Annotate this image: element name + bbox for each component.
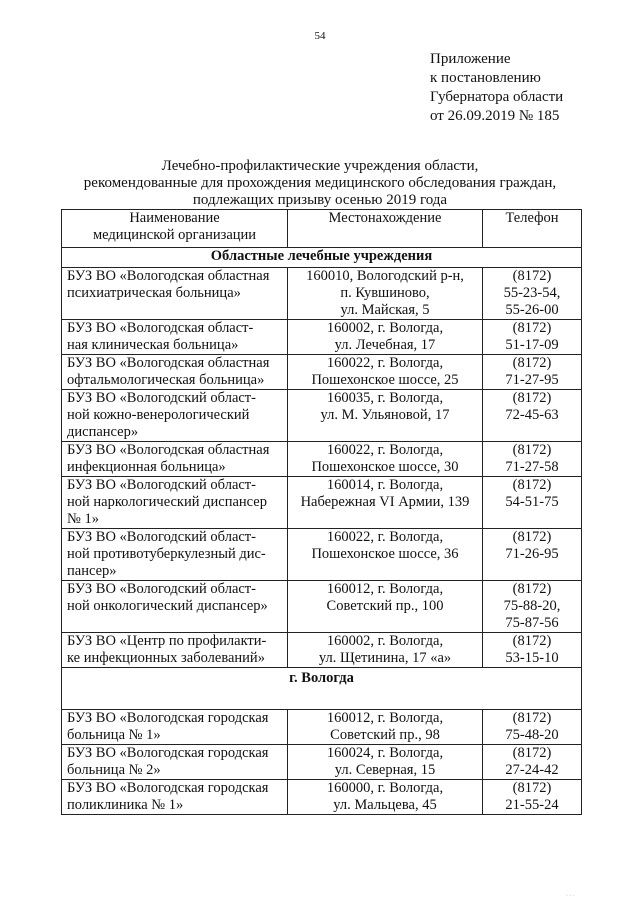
header-name xyxy=(62,210,288,248)
cell-line: больница № 1» xyxy=(67,727,161,743)
cell-line: 53-15-10 xyxy=(505,650,559,666)
phone-cell xyxy=(483,745,582,780)
cell-line: 160035, г. Вологда, xyxy=(326,390,444,406)
cell-line: ке инфекционных заболеваний» xyxy=(67,650,265,666)
cell-line: № 1» xyxy=(67,511,99,527)
cell-line: 55-26-00 xyxy=(505,302,559,318)
cell-line: ной онкологический диспансер» xyxy=(67,598,268,614)
cell-line: Советский пр., 98 xyxy=(330,727,440,743)
org-name-cell xyxy=(62,710,288,745)
phone-cell xyxy=(483,633,582,668)
org-name-cell xyxy=(62,477,288,529)
page-number: 54 xyxy=(314,30,326,42)
cell-line: 27-24-42 xyxy=(505,762,559,778)
section-row xyxy=(62,248,582,268)
appendix-line: Губернатора области xyxy=(430,89,564,105)
cell-line: 75-87-56 xyxy=(505,615,559,631)
table-header-row xyxy=(62,210,582,248)
cell-line: 55-23-54, xyxy=(503,285,561,301)
appendix-line: от 26.09.2019 № 185 xyxy=(430,108,560,124)
section-title: Областные лечебные учреждения xyxy=(62,248,582,268)
header-phone: Телефон xyxy=(483,210,582,248)
table-row xyxy=(62,442,582,477)
cell-line: Советский пр., 100 xyxy=(326,598,444,614)
title-line: подлежащих призыву осенью 2019 года xyxy=(192,192,448,208)
table-row xyxy=(62,529,582,581)
table-row xyxy=(62,780,582,815)
cell-line: 51-17-09 xyxy=(505,337,559,353)
cell-line: поликлиника № 1» xyxy=(67,797,184,813)
cell-line: 160022, г. Вологда, xyxy=(326,529,444,545)
cell-line: 160022, г. Вологда, xyxy=(326,355,444,371)
phone-cell xyxy=(483,390,582,442)
cell-line: 160022, г. Вологда, xyxy=(326,442,444,458)
appendix-line: к постановлению xyxy=(430,70,541,86)
address-cell xyxy=(288,581,483,633)
phone-cell xyxy=(483,581,582,633)
address-cell xyxy=(288,477,483,529)
address-cell xyxy=(288,442,483,477)
cell-line: БУЗ ВО «Вологодский област- xyxy=(67,390,256,406)
phone-cell xyxy=(483,268,582,320)
cell-line: БУЗ ВО «Вологодский област- xyxy=(67,581,256,597)
appendix-line: Приложение xyxy=(430,51,511,67)
cell-line: (8172) xyxy=(512,320,552,336)
header-address: Местонахождение xyxy=(288,210,483,248)
cell-line: ной противотуберкулезный дис- xyxy=(67,546,266,562)
cell-line: 21-55-24 xyxy=(505,797,559,813)
cell-line: ной наркологический диспансер xyxy=(67,494,267,510)
address-cell xyxy=(288,268,483,320)
title-line: рекомендованные для прохождения медицинского обследования граждан, xyxy=(83,175,557,191)
cell-line: инфекционная больница» xyxy=(67,459,226,475)
org-name-cell xyxy=(62,320,288,355)
cell-line: (8172) xyxy=(512,390,552,406)
cell-line: 160002, г. Вологда, xyxy=(326,633,444,649)
address-cell xyxy=(288,710,483,745)
organizations-table xyxy=(61,209,582,815)
cell-line: 160000, г. Вологда, xyxy=(326,780,444,796)
cell-line: 160014, г. Вологда, xyxy=(326,477,444,493)
cell-line: Пошехонское шоссе, 30 xyxy=(311,459,459,475)
table-row xyxy=(62,633,582,668)
corner-mark: · · · xyxy=(566,893,575,899)
org-name-cell xyxy=(62,390,288,442)
cell-line: БУЗ ВО «Вологодская областная xyxy=(67,268,270,284)
org-name-cell xyxy=(62,355,288,390)
cell-line: 71-26-95 xyxy=(505,546,559,562)
cell-line: Пошехонское шоссе, 25 xyxy=(311,372,459,388)
appendix-block xyxy=(430,50,563,126)
cell-line: ул. Мальцева, 45 xyxy=(333,797,437,813)
cell-line: 75-88-20, xyxy=(503,598,561,614)
table-row xyxy=(62,477,582,529)
cell-line: БУЗ ВО «Вологодский област- xyxy=(67,529,256,545)
cell-line: психиатрическая больница» xyxy=(67,285,241,301)
cell-line: (8172) xyxy=(512,745,552,761)
table-row xyxy=(62,355,582,390)
phone-cell xyxy=(483,780,582,815)
org-name-cell xyxy=(62,268,288,320)
cell-line: БУЗ ВО «Центр по профилакти- xyxy=(67,633,267,649)
cell-line: ул. М. Ульяновой, 17 xyxy=(320,407,450,423)
cell-line: БУЗ ВО «Вологодский област- xyxy=(67,477,256,493)
phone-cell xyxy=(483,477,582,529)
phone-cell xyxy=(483,320,582,355)
header-name-line: Наименование xyxy=(129,210,220,226)
table-row xyxy=(62,581,582,633)
cell-line: ул. Северная, 15 xyxy=(334,762,436,778)
cell-line: Набережная VI Армии, 139 xyxy=(300,494,470,510)
cell-line: БУЗ ВО «Вологодская городская xyxy=(67,745,269,761)
table-row xyxy=(62,390,582,442)
cell-line: пансер» xyxy=(67,563,117,579)
table-row xyxy=(62,268,582,320)
cell-line: 71-27-95 xyxy=(505,372,559,388)
address-cell xyxy=(288,390,483,442)
cell-line: ул. Майская, 5 xyxy=(340,302,430,318)
cell-line: п. Кувшиново, xyxy=(340,285,430,301)
header-name-line: медицинской организации xyxy=(92,227,257,243)
org-name-cell xyxy=(62,581,288,633)
cell-line: (8172) xyxy=(512,633,552,649)
org-name-cell xyxy=(62,745,288,780)
cell-line: 160010, Вологодский р-н, xyxy=(306,268,464,284)
cell-line: БУЗ ВО «Вологодская областная xyxy=(67,442,270,458)
document-title xyxy=(60,158,580,209)
org-name-cell xyxy=(62,442,288,477)
cell-line: офтальмологическая больница» xyxy=(67,372,265,388)
cell-line: 160012, г. Вологда, xyxy=(326,710,444,726)
table-row xyxy=(62,745,582,780)
section-row xyxy=(62,668,582,710)
cell-line: 71-27-58 xyxy=(505,459,559,475)
phone-cell xyxy=(483,355,582,390)
section-title: г. Вологда xyxy=(62,668,582,710)
cell-line: 54-51-75 xyxy=(505,494,559,510)
cell-line: (8172) xyxy=(512,477,552,493)
cell-line: БУЗ ВО «Вологодская област- xyxy=(67,320,254,336)
cell-line: Пошехонское шоссе, 36 xyxy=(311,546,459,562)
title-line: Лечебно-профилактические учреждения области, xyxy=(161,158,479,174)
cell-line: ул. Лечебная, 17 xyxy=(334,337,436,353)
address-cell xyxy=(288,529,483,581)
table-row xyxy=(62,320,582,355)
address-cell xyxy=(288,633,483,668)
cell-line: (8172) xyxy=(512,355,552,371)
cell-line: (8172) xyxy=(512,268,552,284)
cell-line: диспансер» xyxy=(67,424,139,440)
cell-line: 160002, г. Вологда, xyxy=(326,320,444,336)
cell-line: (8172) xyxy=(512,581,552,597)
table-body xyxy=(62,248,582,815)
phone-cell xyxy=(483,529,582,581)
cell-line: (8172) xyxy=(512,710,552,726)
cell-line: больница № 2» xyxy=(67,762,161,778)
phone-cell xyxy=(483,710,582,745)
cell-line: БУЗ ВО «Вологодская городская xyxy=(67,780,269,796)
cell-line: ул. Щетинина, 17 «а» xyxy=(318,650,452,666)
phone-cell xyxy=(483,442,582,477)
cell-line: 160024, г. Вологда, xyxy=(326,745,444,761)
cell-line: (8172) xyxy=(512,780,552,796)
cell-line: БУЗ ВО «Вологодская городская xyxy=(67,710,269,726)
address-cell xyxy=(288,355,483,390)
cell-line: (8172) xyxy=(512,442,552,458)
table-row xyxy=(62,710,582,745)
org-name-cell xyxy=(62,529,288,581)
cell-line: (8172) xyxy=(512,529,552,545)
cell-line: 72-45-63 xyxy=(505,407,559,423)
cell-line: ная клиническая больница» xyxy=(67,337,239,353)
address-cell xyxy=(288,745,483,780)
address-cell xyxy=(288,780,483,815)
address-cell xyxy=(288,320,483,355)
cell-line: 75-48-20 xyxy=(505,727,559,743)
org-name-cell xyxy=(62,633,288,668)
cell-line: 160012, г. Вологда, xyxy=(326,581,444,597)
org-name-cell xyxy=(62,780,288,815)
cell-line: БУЗ ВО «Вологодская областная xyxy=(67,355,270,371)
cell-line: ной кожно-венерологический xyxy=(67,407,250,423)
